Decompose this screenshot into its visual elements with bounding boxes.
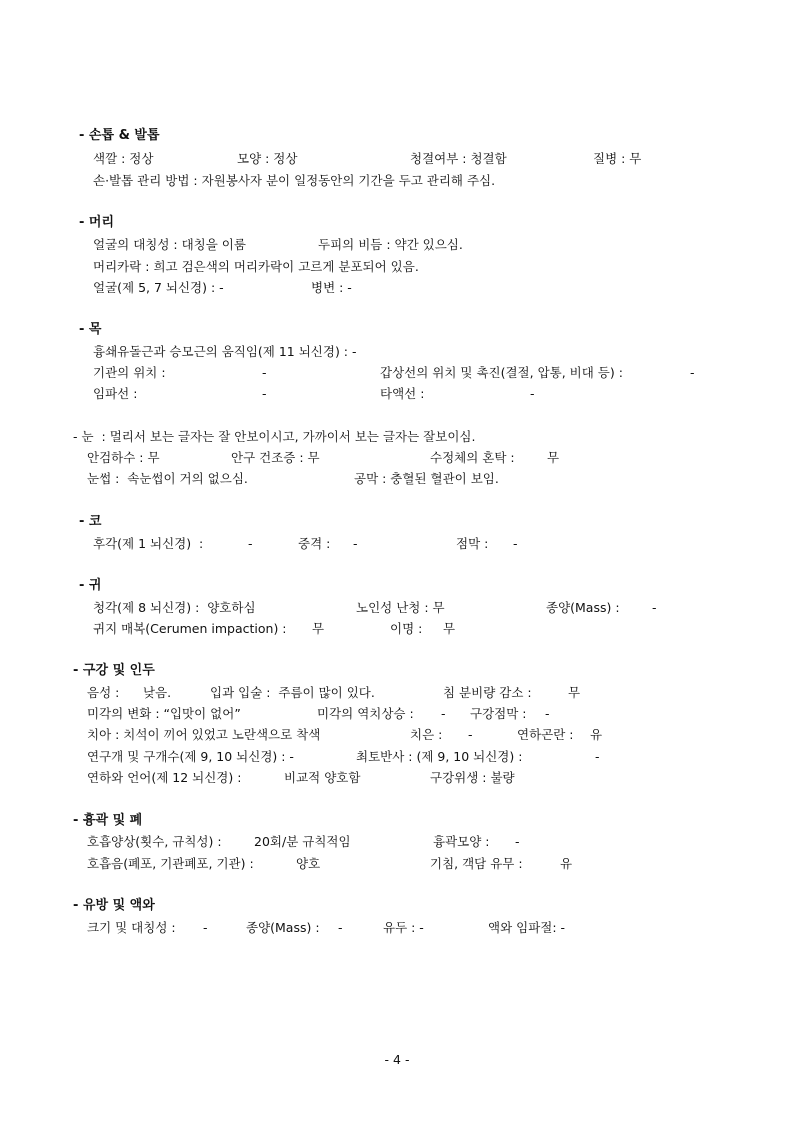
lymph-node-value: -	[262, 386, 267, 401]
olfaction: 후각(제 1 뇌신경) :	[93, 536, 204, 551]
section-heading-neck: - 목	[79, 322, 102, 337]
breast-mass-value: -	[338, 920, 343, 935]
saliva-decrease: 침 분비량 감소 :	[443, 685, 532, 700]
thyroid-palpation-value: -	[690, 365, 695, 380]
breath-sounds: 호흡음(폐포, 기관폐포, 기관) :	[87, 856, 254, 871]
face-nerve: 얼굴(제 5, 7 뇌신경) : -	[93, 280, 224, 295]
ear-row-2	[0, 621, 794, 637]
chest-shape: 흉곽모양 :	[433, 834, 490, 849]
gums-value: -	[468, 727, 473, 742]
lymph-node: 임파선 :	[93, 386, 138, 401]
ear-row-1	[0, 600, 794, 616]
eye-row-1	[0, 450, 794, 466]
mouth-row-2	[0, 706, 794, 722]
nails-row-1	[0, 151, 794, 167]
section-heading-mouth: - 구강 및 인두	[73, 663, 155, 678]
lens-opacity-value: 무	[547, 450, 560, 465]
page-number: - 4 -	[384, 1052, 410, 1067]
lens-opacity: 수정체의 혼탁 :	[430, 450, 515, 465]
teeth: 치아 : 치석이 끼어 있었고 노란색으로 착색	[87, 727, 321, 742]
thyroid-palpation: 갑상선의 위치 및 촉진(결절, 압통, 비대 등) :	[380, 365, 623, 380]
section-heading-head: - 머리	[79, 215, 115, 230]
breast-size-symmetry-value: -	[203, 920, 208, 935]
nose-row-1	[0, 536, 794, 552]
mouth-row-1	[0, 685, 794, 701]
dysphagia-value: 유	[590, 727, 603, 742]
neck-muscle-movement: 흉쇄유돌근과 승모근의 움직임(제 11 뇌신경) : -	[93, 344, 357, 359]
oral-mucosa-value: -	[545, 706, 550, 721]
nail-shape: 모양 : 정상	[237, 151, 298, 166]
voice: 음성 :	[87, 685, 120, 700]
tinnitus-value: 무	[443, 621, 456, 636]
salivary-gland: 타액선 :	[380, 386, 425, 401]
chest-row-1	[0, 834, 794, 850]
hair-status: 머리카락 : 희고 검은색의 머리카락이 고르게 분포되어 있음.	[93, 259, 419, 274]
presbycusis: 노인성 난청 : 무	[356, 600, 445, 615]
cerumen-impaction-value: 무	[312, 621, 325, 636]
gums: 치은 :	[410, 727, 443, 742]
section-heading-eye: - 눈 : 멀리서 보는 글자는 잘 안보이시고, 가까이서 보는 글자는 잘보이심.	[73, 429, 476, 444]
nail-care-method: 손·발톱 관리 방법 : 자원봉사자 분이 일정동안의 기간을 두고 관리해 주심.	[93, 173, 496, 188]
oral-hygiene: 구강위생 : 불량	[430, 770, 515, 785]
section-heading-breast: - 유방 및 액와	[73, 898, 155, 913]
nail-cleanliness: 청결여부 : 청결함	[410, 151, 507, 166]
dry-eye: 안구 건조증 : 무	[231, 450, 320, 465]
head-lesion: 병변 : -	[311, 280, 352, 295]
chest-row-2	[0, 856, 794, 872]
nipple: 유두 : -	[383, 920, 424, 935]
olfaction-value: -	[248, 536, 253, 551]
taste-threshold-value: -	[441, 706, 446, 721]
neck-row-2	[0, 365, 794, 381]
nail-color: 색깔 : 정상	[93, 151, 154, 166]
mouth-row-3	[0, 727, 794, 743]
breast-size-symmetry: 크기 및 대칭성 :	[87, 920, 176, 935]
breast-row-1	[0, 920, 794, 936]
chest-shape-value: -	[515, 834, 520, 849]
trachea-position: 기관의 위치 :	[93, 365, 166, 380]
tongue-speech: 연하와 언어(제 12 뇌신경) :	[87, 770, 242, 785]
sclera: 공막 : 충혈된 혈관이 보임.	[354, 471, 499, 486]
head-row-1	[0, 237, 794, 253]
gag-reflex: 최토반사 : (제 9, 10 뇌신경) :	[356, 749, 523, 764]
septum-value: -	[353, 536, 358, 551]
soft-palate-uvula: 연구개 및 구개수(제 9, 10 뇌신경) : -	[87, 749, 294, 764]
breath-sounds-value: 양호	[296, 856, 321, 871]
eyelashes: 눈썹 : 속눈썹이 거의 없으심.	[87, 471, 248, 486]
tinnitus: 이명 :	[390, 621, 423, 636]
mouth-row-5	[0, 770, 794, 786]
voice-value: 낮음.	[143, 685, 172, 700]
ear-mass-value: -	[652, 600, 657, 615]
saliva-decrease-value: 무	[568, 685, 581, 700]
mouth-row-4	[0, 749, 794, 765]
section-heading-nails: - 손톱 & 발톱	[79, 128, 160, 143]
section-heading-nose: - 코	[79, 514, 102, 529]
neck-row-3	[0, 386, 794, 402]
tongue-speech-value: 비교적 양호함	[284, 770, 361, 785]
face-symmetry: 얼굴의 대칭성 : 대칭을 이룸	[93, 237, 246, 252]
head-row-3	[0, 280, 794, 296]
nasal-mucosa-value: -	[513, 536, 518, 551]
scalp-dandruff: 두피의 비듬 : 약간 있으심.	[318, 237, 463, 252]
gag-reflex-value: -	[595, 749, 600, 764]
section-heading-ear: - 귀	[79, 578, 102, 593]
breathing-pattern: 호흡양상(횟수, 규칙성) :	[87, 834, 222, 849]
cerumen-impaction: 귀지 매복(Cerumen impaction) :	[93, 621, 287, 636]
breast-mass: 종양(Mass) :	[246, 920, 320, 935]
trachea-position-value: -	[262, 365, 267, 380]
hearing: 청각(제 8 뇌신경) : 양호하심	[93, 600, 256, 615]
nasal-mucosa: 점막 :	[456, 536, 489, 551]
dysphagia: 연하곤란 :	[517, 727, 574, 742]
taste-change: 미각의 변화 : “입맛이 없어”	[87, 706, 241, 721]
axillary-lymph-node: 액와 임파절: -	[488, 920, 566, 935]
oral-mucosa: 구강점막 :	[470, 706, 527, 721]
mouth-lips: 입과 입술 : 주름이 많이 있다.	[210, 685, 375, 700]
ptosis: 안검하수 : 무	[87, 450, 160, 465]
ear-mass: 종양(Mass) :	[546, 600, 620, 615]
breathing-pattern-value: 20회/분 규칙적임	[254, 834, 351, 849]
taste-threshold: 미각의 역치상승 :	[317, 706, 414, 721]
septum: 중격 :	[298, 536, 331, 551]
eye-row-2	[0, 471, 794, 487]
salivary-gland-value: -	[530, 386, 535, 401]
section-heading-chest: - 흉곽 및 폐	[73, 813, 143, 828]
nail-disease: 질병 : 무	[593, 151, 642, 166]
cough-sputum: 기침, 객담 유무 :	[430, 856, 523, 871]
cough-sputum-value: 유	[560, 856, 573, 871]
